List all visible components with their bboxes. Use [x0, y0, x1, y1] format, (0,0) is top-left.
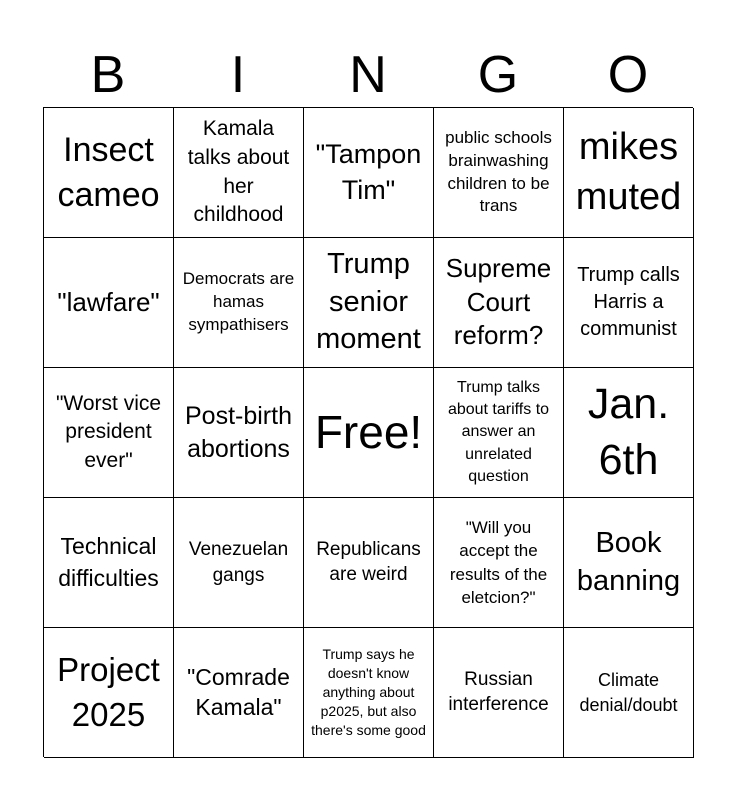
- cell-text: mikes muted: [575, 126, 682, 218]
- cell-text: Jan. 6th: [587, 379, 670, 484]
- cell-text: "Will you accept the results of the eletcion?": [449, 517, 548, 607]
- cell-text: Republicans are weird: [316, 538, 421, 585]
- bingo-cell[interactable]: [564, 628, 694, 758]
- bingo-cell[interactable]: [174, 368, 304, 498]
- bingo-cell[interactable]: [434, 368, 564, 498]
- bingo-cell[interactable]: [304, 238, 434, 368]
- cell-text: Trump says he doesn't know anything about p2025, but also there's some good: [311, 646, 426, 738]
- cell-text: Trump calls Harris a communist: [577, 264, 680, 340]
- bingo-cell[interactable]: [174, 238, 304, 368]
- cell-text: Climate denial/doubt: [579, 670, 678, 715]
- cell-text: Russian interference: [448, 668, 549, 715]
- bingo-cell[interactable]: [564, 238, 694, 368]
- bingo-cell[interactable]: [304, 108, 434, 238]
- bingo-board: [43, 107, 693, 757]
- bingo-cell[interactable]: [564, 368, 694, 498]
- header-letter-n: N: [349, 46, 387, 104]
- bingo-cell[interactable]: [434, 628, 564, 758]
- cell-text: Post-birth abortions: [185, 402, 292, 463]
- bingo-cell[interactable]: [44, 368, 174, 498]
- bingo-cell[interactable]: [434, 238, 564, 368]
- cell-text: "lawfare": [57, 286, 160, 317]
- cell-text: Project 2025: [57, 650, 160, 733]
- bingo-cell[interactable]: [44, 628, 174, 758]
- bingo-cell[interactable]: [174, 628, 304, 758]
- cell-text: public schools brainwashing children to be trans: [445, 127, 552, 216]
- cell-text: Supreme Court reform?: [445, 252, 552, 351]
- bingo-cell[interactable]: [434, 108, 564, 238]
- cell-text: Trump talks about tariffs to answer an unrelated question: [447, 378, 550, 486]
- cell-text: "Comrade Kamala": [187, 663, 290, 720]
- bingo-cell[interactable]: [304, 498, 434, 628]
- bingo-cell[interactable]: [174, 108, 304, 238]
- bingo-header: [43, 44, 693, 106]
- cell-text: Trump senior moment: [316, 247, 421, 356]
- cell-text: Kamala talks about her childhood: [187, 116, 290, 227]
- bingo-cell[interactable]: [44, 238, 174, 368]
- header-letter-o: O: [607, 46, 649, 104]
- bingo-cell[interactable]: [564, 108, 694, 238]
- free-space-text: Free!: [314, 405, 423, 458]
- header-letter-b: B: [90, 46, 126, 104]
- cell-text: Democrats are hamas sympathisers: [182, 269, 295, 334]
- cell-text: Technical difficulties: [58, 533, 159, 591]
- bingo-cell[interactable]: [434, 498, 564, 628]
- bingo-cell[interactable]: [304, 628, 434, 758]
- bingo-cell[interactable]: [44, 498, 174, 628]
- cell-text: Insect cameo: [57, 131, 160, 214]
- header-letter-g: G: [477, 46, 519, 104]
- cell-text: "Worst vice president ever": [55, 391, 162, 472]
- bingo-cell[interactable]: [44, 108, 174, 238]
- bingo-cell[interactable]: [564, 498, 694, 628]
- cell-text: "Tampon Tim": [315, 139, 422, 205]
- bingo-cell[interactable]: [174, 498, 304, 628]
- cell-text: Book banning: [576, 526, 681, 597]
- header-letter-i: I: [230, 46, 246, 104]
- free-space-cell[interactable]: [304, 368, 434, 498]
- cell-text: Venezuelan gangs: [188, 538, 289, 586]
